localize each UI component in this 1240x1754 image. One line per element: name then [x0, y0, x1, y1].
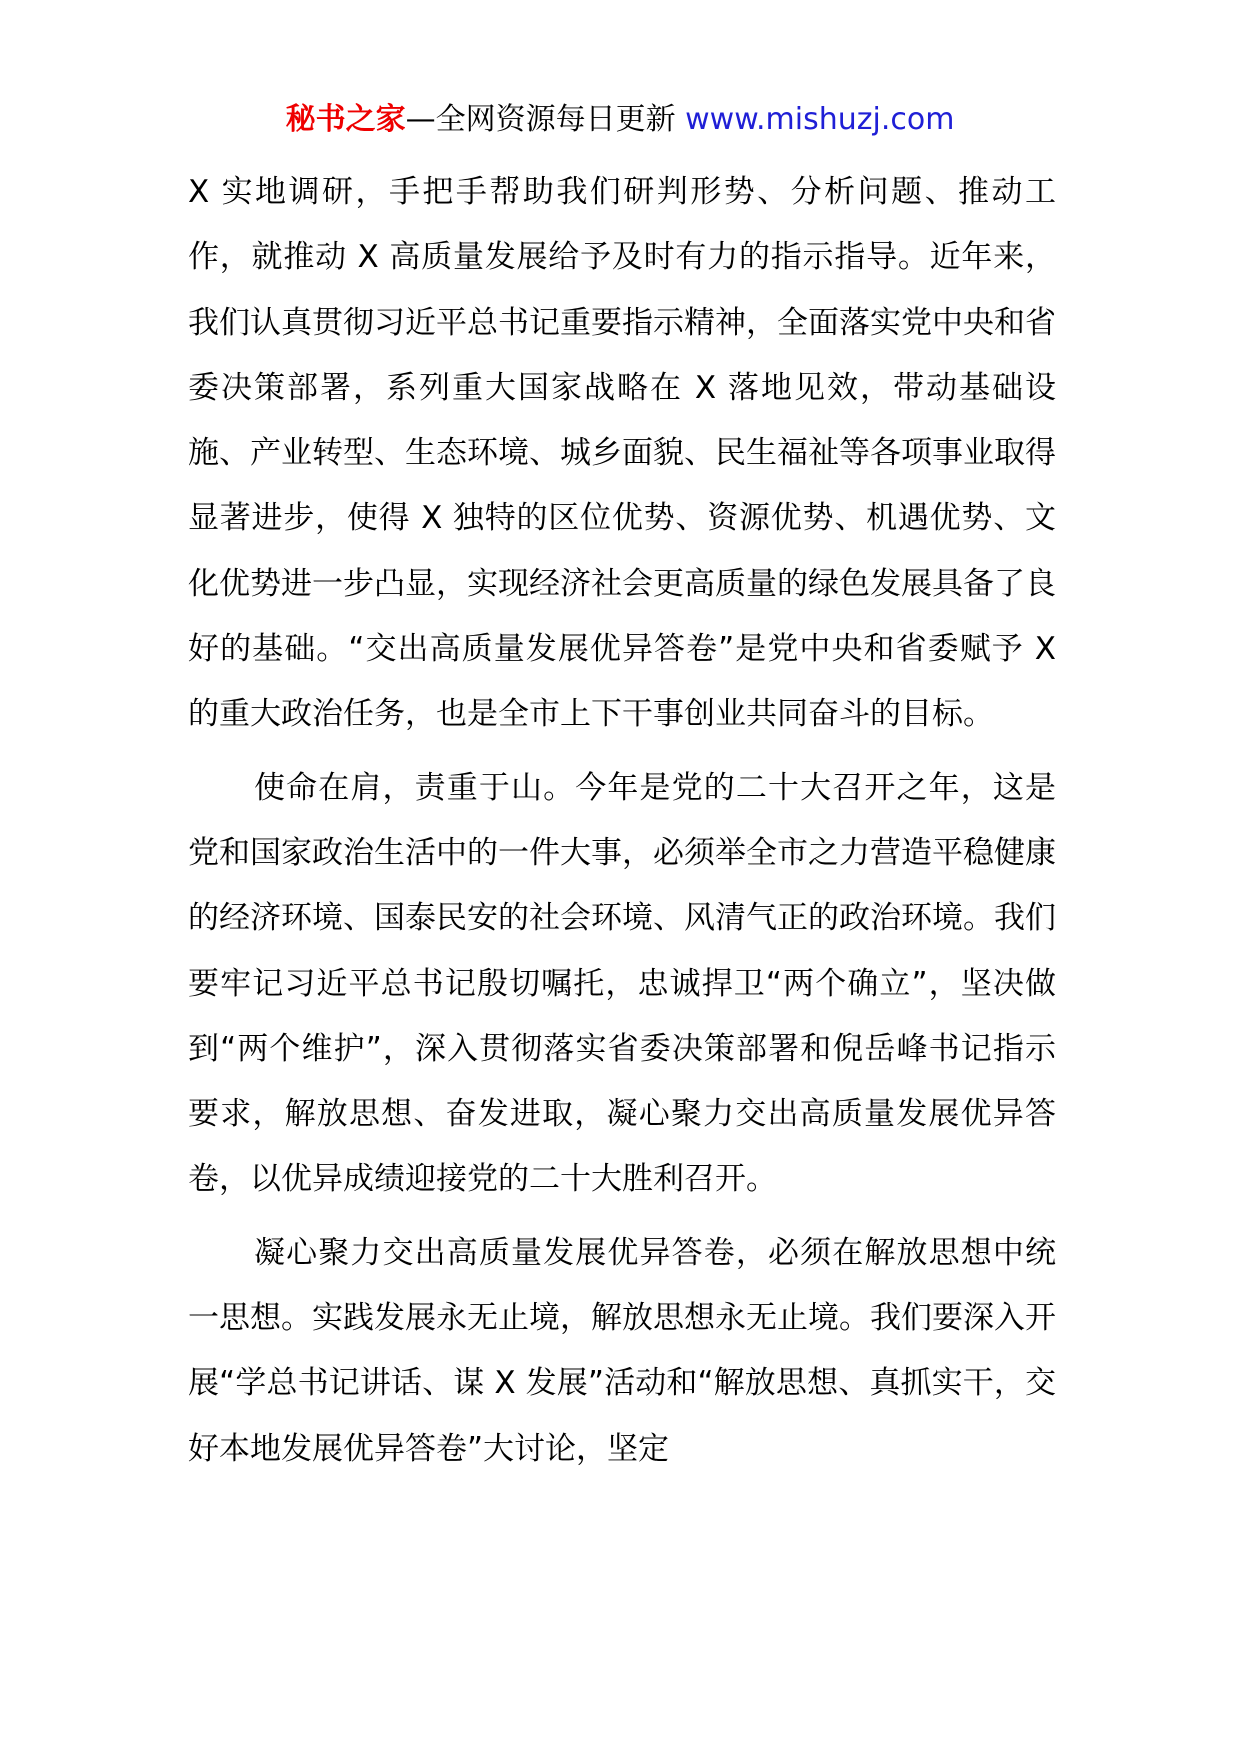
site-url-link[interactable]: www.mishuzj.com — [685, 102, 955, 137]
paragraph: 凝心聚力交出高质量发展优异答卷，必须在解放思想中统一思想。实践发展永无止境，解放思想永无止境。我们要深入开展“学总书记讲话、谋 X 发展”活动和“解放思想、真抓实干，交好本地发展优异答卷”大讨论，坚定 — [188, 1234, 1056, 1467]
paragraph-continued: X 实地调研，手把手帮助我们研判形势、分析问题、推动工作，就推动 X 高质量发展给予及时有力的指示指导。近年来，我们认真贯彻习近平总书记重要指示精神，全面落实党中央和省委决策部署，系列重大国家战略在 X 落地见效，带动基础设施、产业转型、生态环境、城乡面貌、民生福祉等各项事业取得显著进步，使得 X 独特的区位优势、资源优势、机遇优势、文化优势进一步凸显，实现经济社会更高质量的绿色发展具备了良好的基础。“交出高质量发展优异答卷”是党中央和省委赋予 X 的重大政治任务，也是全市上下干事创业共同奋斗的目标。 — [188, 174, 1056, 733]
paragraph: 使命在肩，责重于山。今年是党的二十大召开之年，这是党和国家政治生活中的一件大事，必须举全市之力营造平稳健康的经济环境、国泰民安的社会环境、风清气正的政治环境。我们要牢记习近平总书记殷切嘱托，忠诚捍卫“两个确立”，坚决做到“两个维护”，深入贯彻落实省委决策部署和倪岳峰书记指示要求，解放思想、奋发进取，凝心聚力交出高质量发展优异答卷，以优异成绩迎接党的二十大胜利召开。 — [188, 769, 1056, 1198]
site-brand: 秘书之家 — [285, 102, 406, 137]
document-body — [188, 160, 1056, 1490]
site-header — [0, 100, 1240, 140]
site-tagline: —全网资源每日更新 — [405, 102, 686, 137]
